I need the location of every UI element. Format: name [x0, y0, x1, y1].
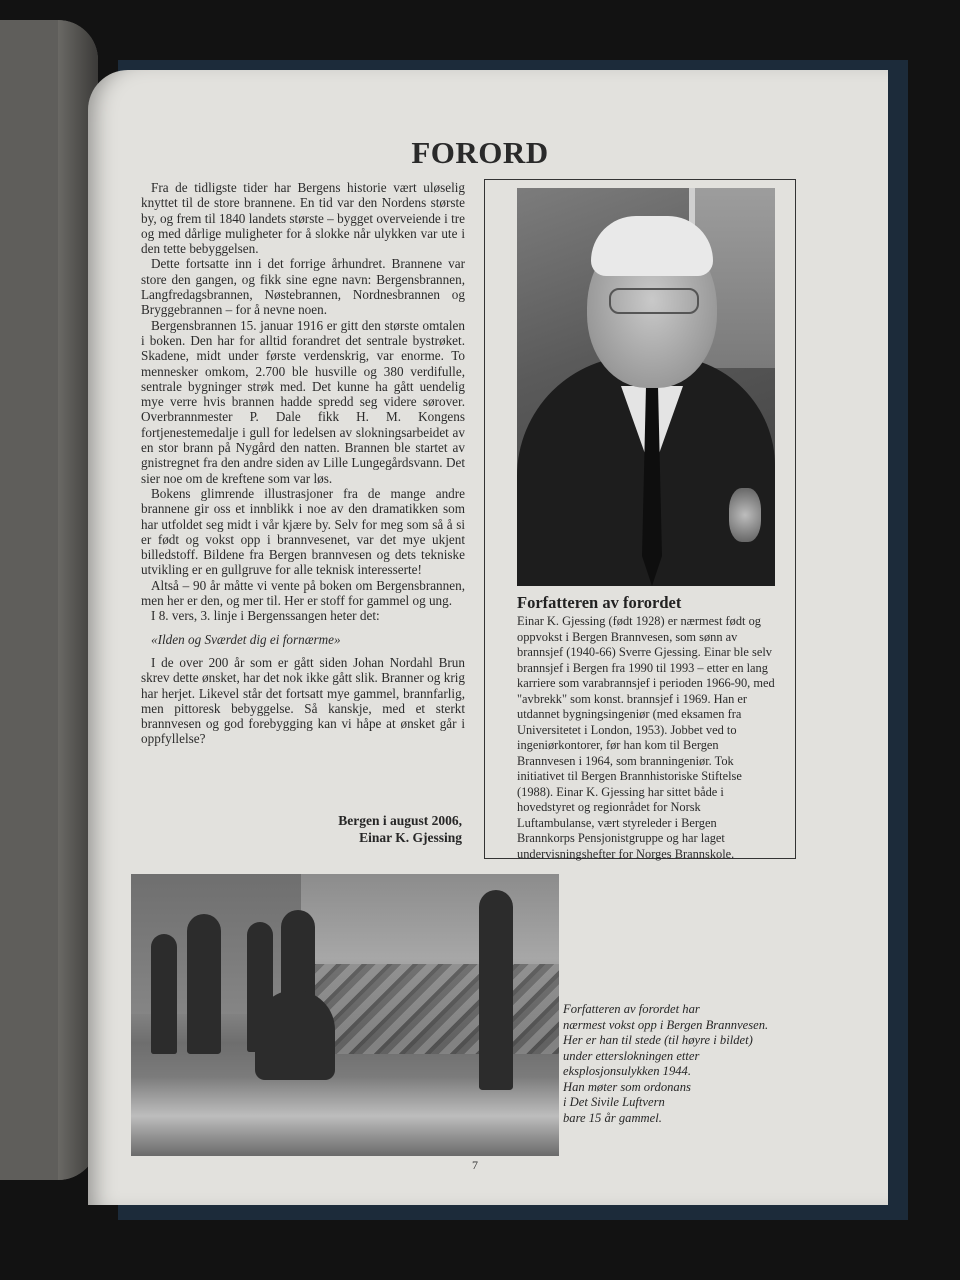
- signature: [300, 812, 462, 846]
- author-bio-box: [484, 179, 796, 859]
- caption-line: Her er han til stede (til høyre i bildet): [563, 1033, 753, 1047]
- page-title: FORORD: [411, 135, 549, 170]
- foreword-body: [141, 180, 465, 747]
- caption-line: nærmest vokst opp i Bergen Brannvesen.: [563, 1017, 769, 1032]
- paragraph: Fra de tidligste tider har Bergens historie vært uløselig knyttet til de store brannene. En tid var den Nordens største by, og frem til 1840 landets største – bygget overveiende i tre og med dårlige muligheter for å slokke når ulykken var ute i den tette bebyggelsen.: [141, 180, 465, 257]
- caption-line: Han møter som ordonans: [563, 1079, 691, 1094]
- closing-paragraph: I de over 200 år som er gått siden Johan Nordahl Brun skrev dette ønsket, har det nok ikke gått slik. Branner og krig har herjet. Likevel står det fortsatt mye gammel, brannfarlig, men pittoresk bebyggelse. Så kanskje, med et sterkt brannvesen og god forebygging kan vi håpe at ønsket går i oppfyllelse?: [141, 654, 465, 747]
- signature-name: Einar K. Gjessing: [359, 830, 462, 845]
- paragraph: Bergensbrannen 15. januar 1916 er gitt den største omtalen i boken. Den har for alltid forandret det sentrale bystrøket. Skadene, midt under første verdenskrig, var enorme. To mennesker omkom, 2.700 ble husville og 380 verdifulle, sentrale bygninger strøk med. Det kunne ha gått uendelig mye verre hvis brannen hadde spredd seg videre sørover. Overbrannmester P. Dale fikk H. M. Kongens fortjenestemedalje i gull for ledelsen av slokningsarbeidet av en stor brann på Nygård den natten. Brannen ble startet av gnistregnet fra den andre siden av Lille Lungegårdsvann. Det sier noe om de kreftene som var løs.: [141, 317, 465, 486]
- left-page-edge: [0, 20, 98, 1180]
- caption-line: eksplosjonsulykken 1944.: [563, 1064, 692, 1078]
- anthem-quote: «Ilden og Sværdet dig ei fornærme»: [151, 631, 341, 647]
- historical-fire-photo: [131, 874, 559, 1156]
- photo-caption: [563, 1002, 813, 1126]
- signature-place: Bergen i august 2006,: [338, 813, 462, 828]
- paragraph: I 8. vers, 3. linje i Bergenssangen heter det:: [151, 608, 380, 624]
- bio-text: Einar K. Gjessing (født 1928) er nærmest født og oppvokst i Bergen Brannvesen, som sønn av brannsjef (1940-66) Sverre Gjessing. Einar ble selv brannsjef i Bergen fra 1990 til 1993 – etter en lang karriere som varabrannsjef i perioden 1966-90, med "avbrekk" som konst. brannsjef i 1969. Han er utdannet bygningsingeniør (med eksamen fra Universitetet i London, 1953). Jobbet ved to ingeniørkontorer, før han kom til Bergen Brannvesen i 1964, som branningeniør. Tok initiativet til Bergen Brannhistoriske Stiftelse (1988). Einar K. Gjessing har sittet både i hovedstyret og regionrådet for Norsk Luftambulanse, vært styreleder i Bergen Brannkorps Pensjonistgruppe og har laget undervisningshefter for Norges Brannskole.: [517, 614, 775, 861]
- bio-heading: Forfatteren av forordet: [517, 593, 682, 612]
- paragraph: Dette fortsatte inn i det forrige århundret. Brannene var store den gangen, og fikk sine egne navn: Bergensbrannen, Langfredagsbrannen, Nøstebrannen, Nordnesbrannen og Bryggebrannen – for å nevne noen.: [141, 256, 465, 318]
- caption-line: Forfatteren av forordet har: [563, 1002, 700, 1016]
- page-number: 7: [472, 1158, 478, 1172]
- caption-line: i Det Sivile Luftvern: [563, 1095, 665, 1109]
- paragraph: Bokens glimrende illustrasjoner fra de mange andre brannene gir oss et innblikk i noe av den dramatikken som har utfoldet seg midt i vår kjære by. Selv for meg som så å si er født og vokst opp i brannvesenet, var det mye ukjent billedstoff. Bildene fra Bergen brannvesen og dets tekniske utvikling er en gullgruve for alle teknisk interesserte!: [141, 485, 465, 578]
- paragraph: Altså – 90 år måtte vi vente på boken om Bergensbrannen, men her er den, og mer til. Her er stoff for gammel og ung.: [141, 577, 465, 609]
- caption-line: bare 15 år gammel.: [563, 1110, 662, 1125]
- caption-line: under etterslokningen etter: [563, 1048, 700, 1063]
- author-portrait-photo: [517, 188, 775, 586]
